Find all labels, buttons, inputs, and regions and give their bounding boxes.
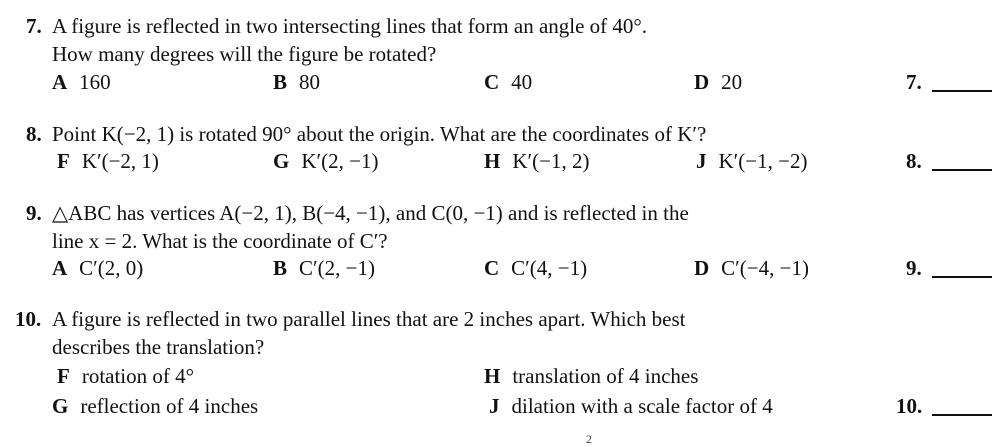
question-7-choice-b[interactable] (273, 72, 320, 93)
question-8-text-line-1: Point K(−2, 1) is rotated 90° about the origin. What are the coordinates of K′? (52, 122, 707, 146)
choice-letter: C (484, 70, 500, 94)
answer-blank-7[interactable] (932, 90, 992, 92)
choice-text: dilation with a scale factor of 4 (511, 394, 773, 418)
answer-blank-8[interactable] (932, 169, 992, 171)
answer-label-7: 7. (906, 70, 922, 94)
choice-letter: D (694, 256, 710, 280)
question-9-choice-c[interactable] (484, 258, 587, 279)
choice-letter: H (484, 364, 501, 388)
choice-text: 40 (511, 70, 533, 94)
choice-text: translation of 4 inches (512, 364, 699, 388)
choice-text: C′(2, 0) (79, 256, 144, 280)
question-10-choice-j[interactable] (489, 396, 773, 417)
choice-text: C′(−4, −1) (721, 256, 809, 280)
question-9-choice-b[interactable] (273, 258, 375, 279)
choice-text: K′(−1, −2) (718, 149, 808, 173)
choice-text: reflection of 4 inches (80, 394, 259, 418)
choice-text: K′(−1, 2) (512, 149, 590, 173)
question-10-choice-h[interactable] (484, 366, 698, 387)
question-9-number: 9. (26, 201, 42, 225)
choice-text: 160 (79, 70, 111, 94)
answer-blank-9[interactable] (932, 276, 992, 278)
choice-text: 20 (721, 70, 743, 94)
choice-letter: A (52, 256, 68, 280)
question-10-text-line-2: describes the translation? (52, 335, 265, 359)
choice-letter: A (52, 70, 68, 94)
question-9-text-line-2: line x = 2. What is the coordinate of C′? (52, 229, 388, 253)
question-7-choice-a[interactable] (52, 72, 111, 93)
choice-text: 80 (299, 70, 321, 94)
question-9-choice-a[interactable] (52, 258, 143, 279)
choice-text: rotation of 4° (81, 364, 195, 388)
choice-letter: B (273, 256, 288, 280)
question-8-choice-h[interactable] (484, 151, 589, 172)
question-8-choice-g[interactable] (273, 151, 378, 172)
question-9-choice-d[interactable] (694, 258, 809, 279)
choice-letter: G (273, 149, 290, 173)
choice-letter: J (696, 149, 707, 173)
choice-letter: C (484, 256, 500, 280)
answer-label-8: 8. (906, 149, 922, 173)
question-8-number: 8. (26, 122, 42, 146)
choice-text: K′(−2, 1) (81, 149, 159, 173)
question-7-number: 7. (26, 14, 42, 38)
question-10-choice-g[interactable] (52, 396, 258, 417)
choice-text: K′(2, −1) (301, 149, 379, 173)
question-10-text-line-1: A figure is reflected in two parallel lines that are 2 inches apart. Which best (52, 307, 686, 331)
question-9-text-line-1: △ABC has vertices A(−2, 1), B(−4, −1), and C(0, −1) and is reflected in the (52, 201, 689, 225)
choice-letter: D (694, 70, 710, 94)
question-7-choice-d[interactable] (694, 72, 742, 93)
answer-label-9: 9. (906, 256, 922, 280)
question-7-text-line-1: A figure is reflected in two intersecting lines that form an angle of 40°. (52, 14, 648, 38)
question-7-choice-c[interactable] (484, 72, 532, 93)
question-10-number: 10. (15, 307, 42, 331)
question-7-text-line-2: How many degrees will the figure be rotated? (52, 42, 437, 66)
choice-text: C′(2, −1) (299, 256, 375, 280)
answer-blank-10[interactable] (932, 414, 992, 416)
choice-letter: G (52, 394, 69, 418)
choice-letter: F (57, 364, 70, 388)
choice-letter: J (489, 394, 500, 418)
question-8-choice-j[interactable] (696, 151, 807, 172)
question-10-choice-f[interactable] (57, 366, 194, 387)
answer-label-10: 10. (896, 394, 923, 418)
choice-text: C′(4, −1) (511, 256, 588, 280)
question-8-choice-f[interactable] (57, 151, 159, 172)
choice-letter: B (273, 70, 288, 94)
page-number: 2 (586, 432, 592, 446)
choice-letter: F (57, 149, 70, 173)
choice-letter: H (484, 149, 501, 173)
